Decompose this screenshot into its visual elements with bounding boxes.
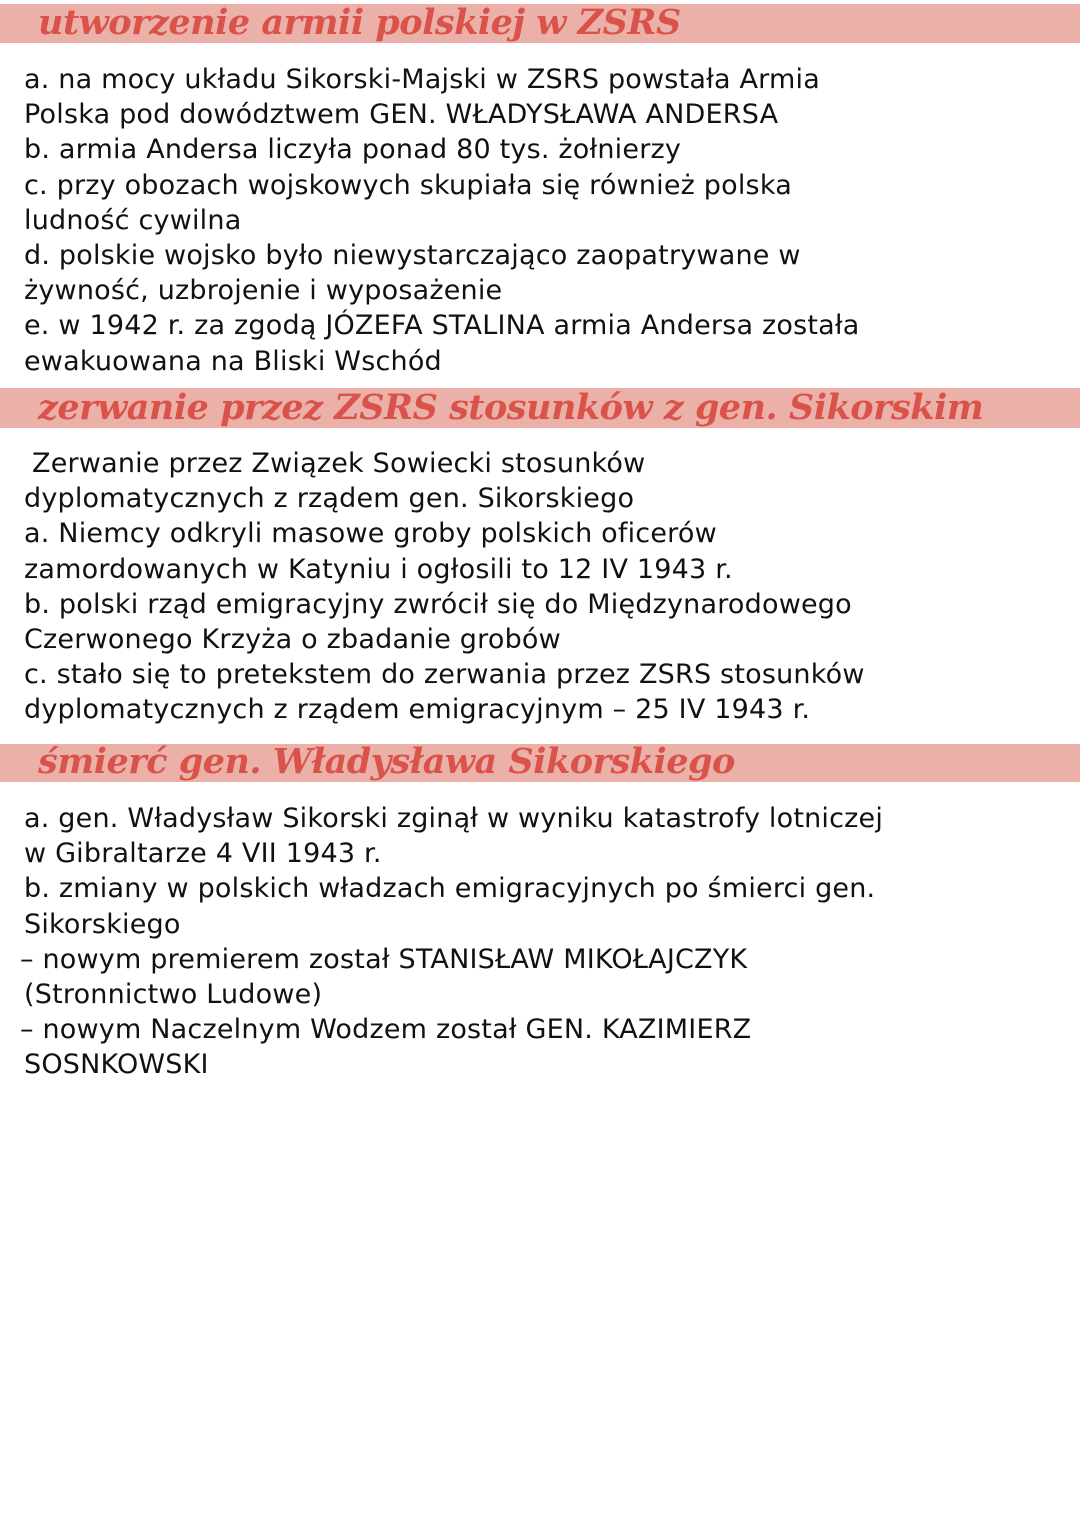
section-heading-band-army-formation (0, 4, 1080, 43)
text-line: a. na mocy układu Sikorski-Majski w ZSRS powstała Armia (24, 64, 820, 95)
section-heading: zerwanie przez ZSRS stosunków z gen. Sikorskim (38, 388, 984, 428)
text-line: żywność, uzbrojenie i wyposażenie (24, 275, 503, 307)
text-line-lead: Zerwanie przez Związek Sowiecki stosunków (32, 448, 646, 479)
section-heading: utworzenie armii polskiej w ZSRS (38, 4, 681, 43)
section-body-relations-broken (24, 446, 1064, 728)
text-line: c. stało się to pretekstem do zerwania przez ZSRS stosunków (24, 659, 865, 691)
text-line: dyplomatycznych z rządem gen. Sikorskiego (24, 483, 635, 515)
text-line: dyplomatycznych z rządem emigracyjnym – 25 IV 1943 r. (24, 694, 811, 726)
section-heading: śmierć gen. Władysława Sikorskiego (38, 744, 735, 782)
text-line: b. zmiany w polskich władzach emigracyjnych po śmierci gen. (24, 873, 876, 905)
text-line: d. polskie wojsko było niewystarczająco zaopatrywane w (24, 239, 801, 271)
text-line: (Stronnictwo Ludowe) (24, 978, 323, 1010)
text-line: Polska pod dowództwem GEN. WŁADYSŁAWA ANDERSA (24, 99, 779, 131)
text-line: Czerwonego Krzyża o zbadanie grobów (24, 623, 561, 655)
text-line: ludność cywilna (24, 204, 242, 236)
section-heading-band-sikorski-death (0, 744, 1080, 782)
text-line: b. armia Andersa liczyła ponad 80 tys. żołnierzy (24, 134, 682, 166)
text-line: a. Niemcy odkryli masowe groby polskich oficerów (24, 518, 717, 550)
text-line: ewakuowana na Bliski Wschód (24, 345, 442, 377)
section-body-sikorski-death (20, 801, 1064, 1083)
text-line-dash: – nowym Naczelnym Wodzem został GEN. KAZIMIERZ (20, 1014, 752, 1046)
text-line: SOSNKOWSKI (24, 1049, 209, 1081)
text-line: a. gen. Władysław Sikorski zginął w wyniku katastrofy lotniczej (24, 803, 884, 834)
text-line: w Gibraltarze 4 VII 1943 r. (24, 838, 382, 870)
text-line: c. przy obozach wojskowych skupiała się również polska (24, 169, 792, 201)
text-line: b. polski rząd emigracyjny zwrócił się do Międzynarodowego (24, 588, 852, 620)
text-line: zamordowanych w Katyniu i ogłosili to 12 IV 1943 r. (24, 553, 733, 585)
section-body-army-formation (24, 62, 1064, 379)
text-line-dash: – nowym premierem został STANISŁAW MIKOŁAJCZYK (20, 943, 748, 975)
text-line: Sikorskiego (24, 908, 181, 940)
section-heading-band-relations-broken (0, 388, 1080, 428)
text-line: e. w 1942 r. za zgodą JÓZEFA STALINA armia Andersa została (24, 310, 860, 342)
